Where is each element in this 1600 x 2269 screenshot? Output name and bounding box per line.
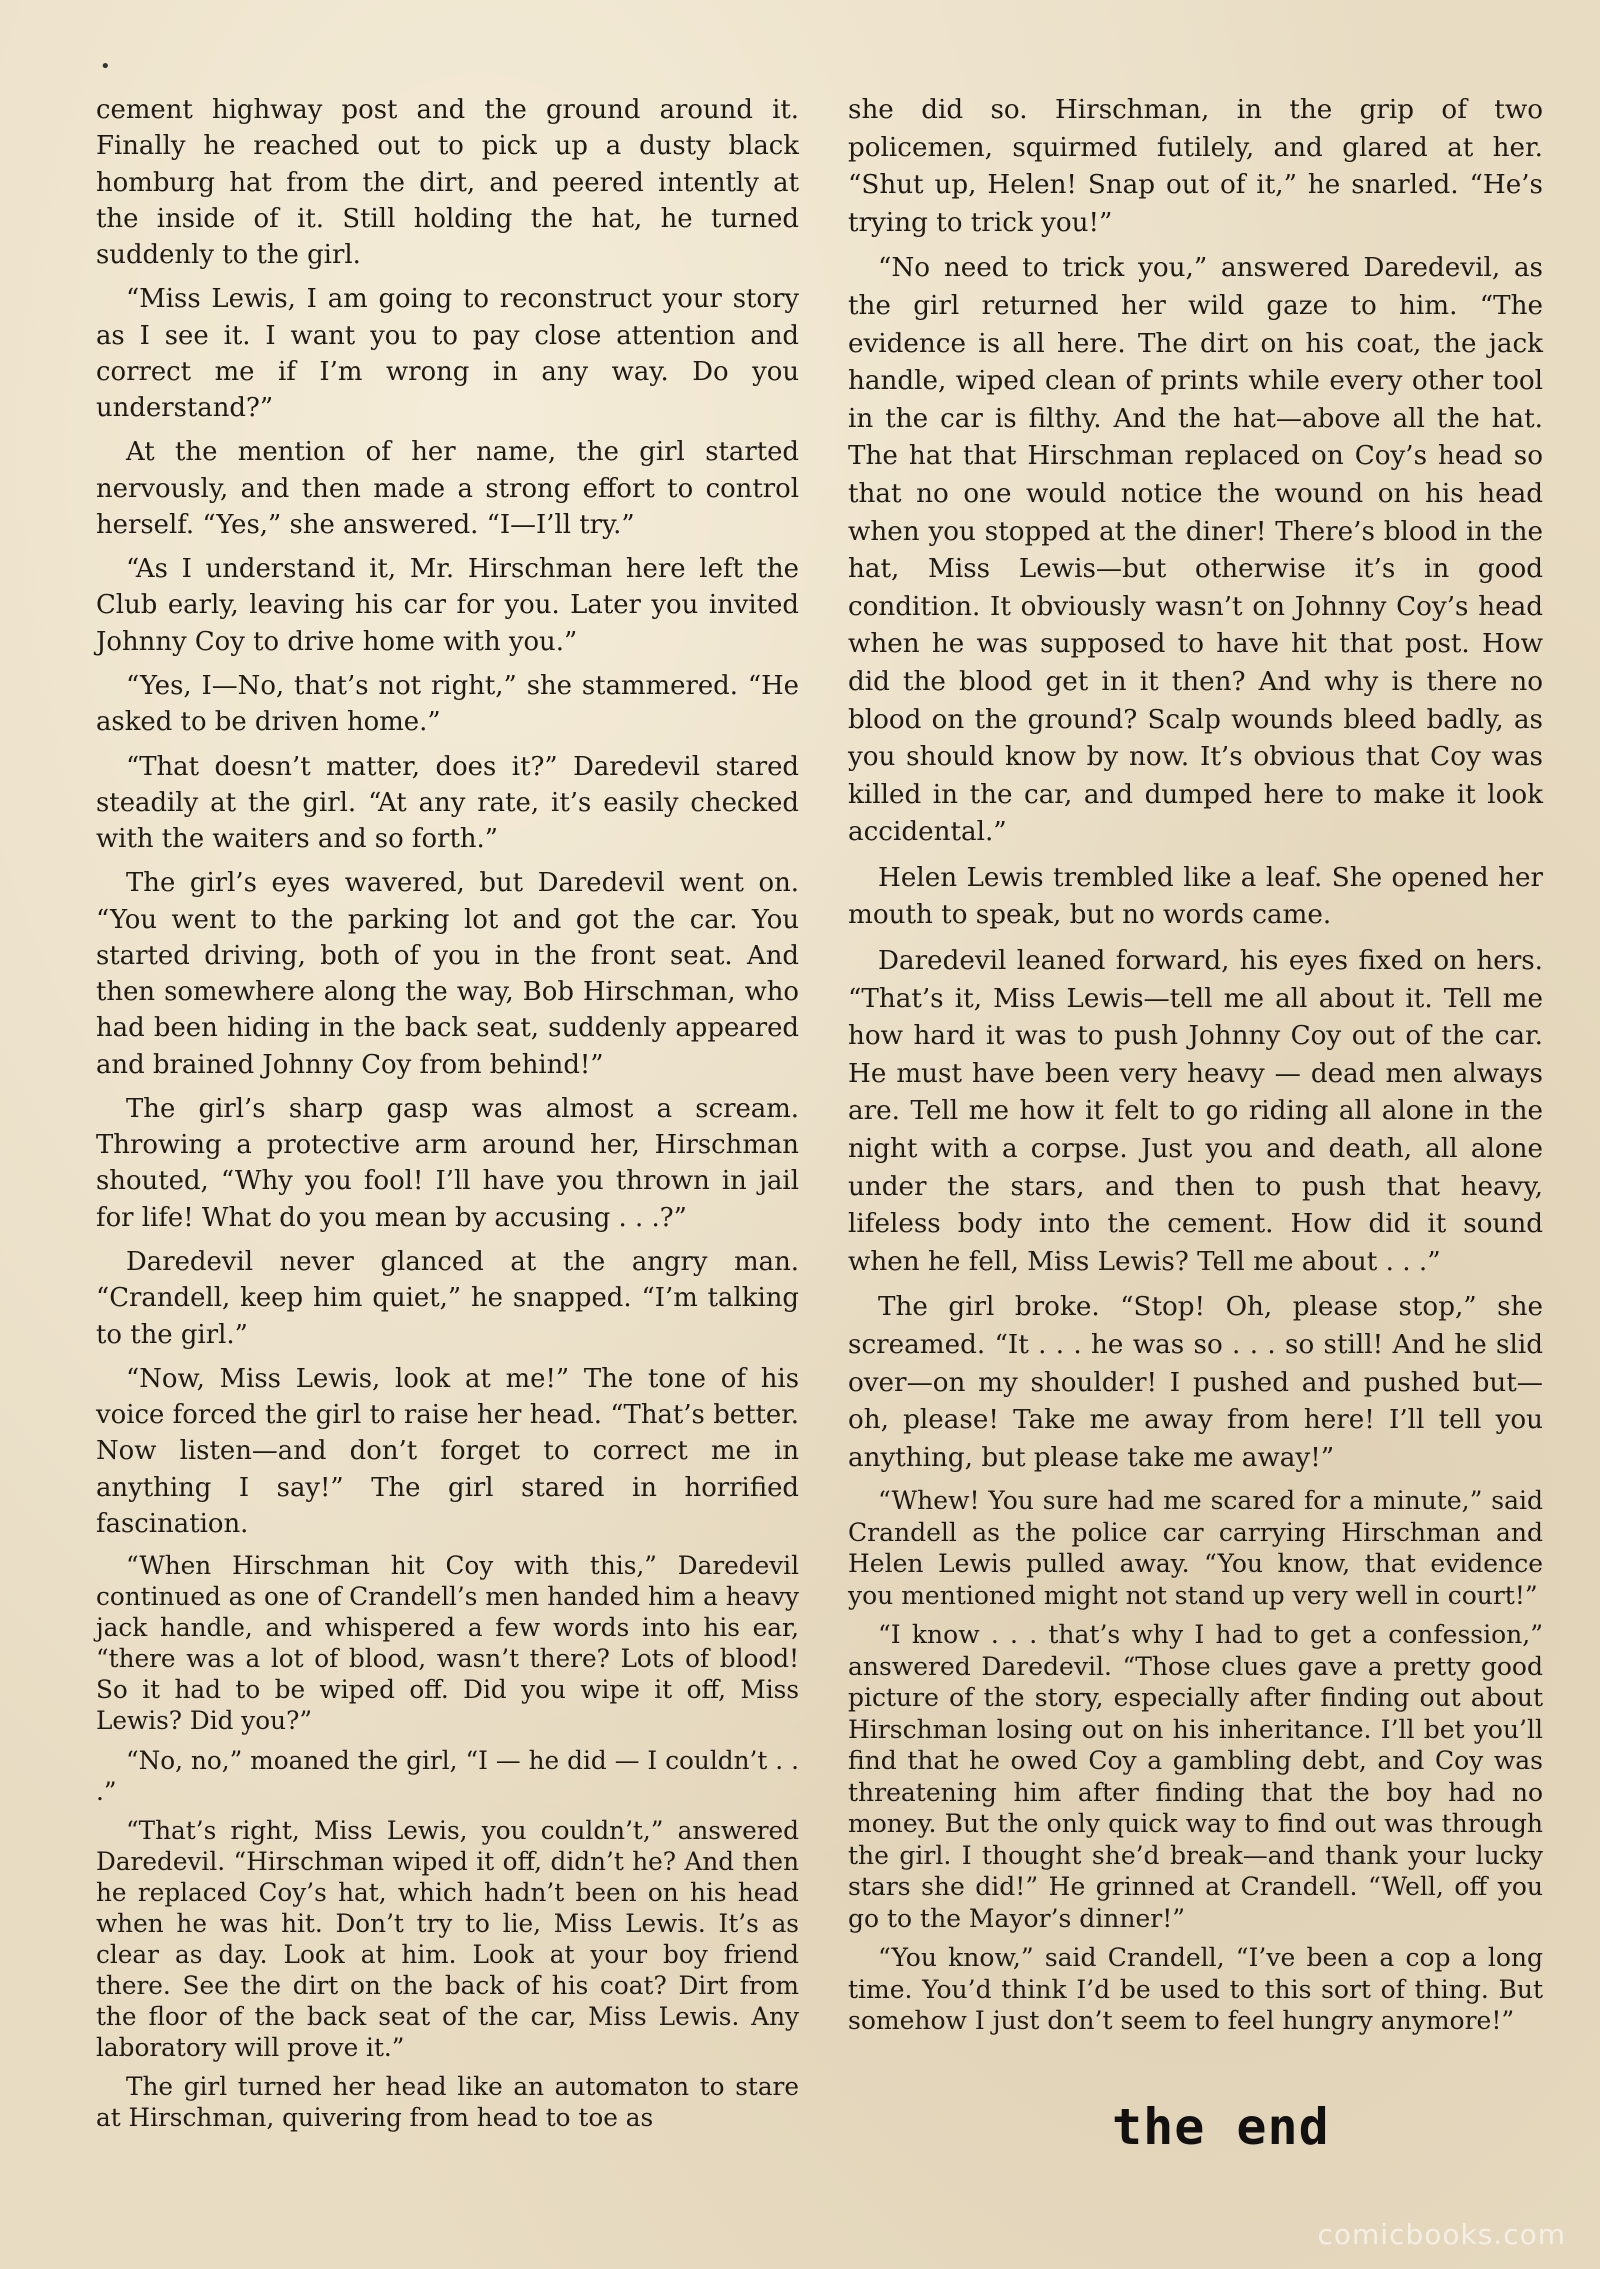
story-paragraph: she did so. Hirschman, in the grip of two policemen, squirmed futilely, and glared at her. “Shut up, Helen! Snap out of it,” he snarled. “He’s trying to trick you!”: [848, 95, 1543, 238]
story-paragraph: “I know . . . that’s why I had to get a confession,” answered Daredevil. “Those clues gave a pretty good picture of the story, especially after finding out about Hirschman losing out on his inheritance. I’ll bet you’ll find that he owed Coy a gambling debt, and Coy was threatening him after finding that the boy had no money. But the only quick way to find out was through the girl. I thought she’d break—and thank your lucky stars she did!” He grinned at Crandell. “Well, off you go to the Mayor’s dinner!”: [848, 1620, 1543, 1933]
story-paragraph: “Miss Lewis, I am going to reconstruct your story as I see it. I want you to pay close attention and correct me if I’m wrong in any way. Do you understand?”: [96, 284, 799, 424]
left-text-column: [96, 92, 799, 2142]
story-paragraph: “When Hirschman hit Coy with this,” Daredevil continued as one of Crandell’s men handed him a heavy jack handle, and whispered a few words into his ear, “there was a lot of blood, wasn’t there? Lots of blood! So it had to be wiped off. Did you wipe it off, Miss Lewis? Did you?”: [96, 1551, 799, 1736]
story-paragraph: cement highway post and the ground around it. Finally he reached out to pick up a dusty black homburg hat from the dirt, and peered intently at the inside of it. Still holding the hat, he turned suddenly to the girl.: [96, 95, 799, 271]
story-paragraph: The girl’s eyes wavered, but Daredevil went on. “You went to the parking lot and got the car. You started driving, both of you in the front seat. And then somewhere along the way, Bob Hirschman, who had been hiding in the back seat, suddenly appeared and brained Johnny Coy from behind!”: [96, 868, 799, 1080]
story-paragraph: At the mention of her name, the girl started nervously, and then made a strong effort to control herself. “Yes,” she answered. “I—I’ll try.”: [96, 437, 799, 540]
story-paragraph: “That’s right, Miss Lewis, you couldn’t,” answered Daredevil. “Hirschman wiped it off, didn’t he? And then he replaced Coy’s hat, which hadn’t been on his head when he was hit. Don’t try to lie, Miss Lewis. It’s as clear as day. Look at him. Look at your boy friend there. See the dirt on the back of his coat? Dirt from the floor of the back seat of the car, Miss Lewis. Any laboratory will prove it.”: [96, 1815, 799, 2063]
story-paragraph: “Now, Miss Lewis, look at me!” The tone of his voice forced the girl to raise her head. “That’s better. Now listen—and don’t forget to correct me in anything I say!” The girl stared in horrified fascination.: [96, 1363, 799, 1539]
right-text-column: [848, 92, 1543, 2045]
story-paragraph: “No need to trick you,” answered Daredevil, as the girl returned her wild gaze to him. “The evidence is all here. The dirt on his coat, the jack handle, wiped clean of prints while every other tool in the car is filthy. And the hat—above all the hat. The hat that Hirschman replaced on Coy’s head so that no one would notice the wound on his head when you stopped at the diner! There’s blood in the hat, Miss Lewis—but otherwise it’s in good condition. It obviously wasn’t on Johnny Coy’s head when he was supposed to have hit that post. How did the blood get in it then? And why is there no blood on the ground? Scalp wounds bleed badly, as you should know by now. It’s obvious that Coy was killed in the car, and dumped here to make it look accidental.”: [848, 253, 1543, 848]
ink-speck: •: [100, 56, 111, 77]
story-paragraph: The girl’s sharp gasp was almost a scream. Throwing a protective arm around her, Hirschman shouted, “Why you fool! I’ll have you thrown in jail for life! What do you mean by accusing . . .?”: [96, 1093, 799, 1233]
story-paragraph: “That doesn’t matter, does it?” Daredevil stared steadily at the girl. “At any rate, it’s easily checked with the waiters and so forth.”: [96, 751, 799, 855]
story-paragraph: The girl broke. “Stop! Oh, please stop,” she screamed. “It . . . he was so . . . so still! And he slid over—on my shoulder! I pushed and pushed but—oh, please! Take me away from here! I’ll tell you anything, but please take me away!”: [848, 1292, 1543, 1473]
story-paragraph: “You know,” said Crandell, “I’ve been a cop a long time. You’d think I’d be used to this sort of thing. But somehow I just don’t seem to feel hungry anymore!”: [848, 1943, 1543, 2036]
the-end-label: the end: [1112, 2098, 1330, 2156]
story-paragraph: The girl turned her head like an automaton to stare at Hirschman, quivering from head to toe as: [96, 2072, 799, 2133]
site-watermark: comicbooks.com: [1317, 2218, 1566, 2251]
story-paragraph: Helen Lewis trembled like a leaf. She opened her mouth to speak, but no words came.: [848, 862, 1543, 931]
story-paragraph: “Yes, I—No, that’s not right,” she stammered. “He asked to be driven home.”: [96, 670, 799, 738]
story-paragraph: Daredevil leaned forward, his eyes fixed on hers. “That’s it, Miss Lewis—tell me all about it. Tell me how hard it was to push Johnny Coy out of the car. He must have been very heavy — dead men always are. Tell me how it felt to go riding all alone in the night with a corpse. Just you and death, all alone under the stars, and then to push that heavy, lifeless body into the cement. How did it sound when he fell, Miss Lewis? Tell me about . . .”: [848, 946, 1543, 1277]
story-paragraph: “As I understand it, Mr. Hirschman here left the Club early, leaving his car for you. Later you invited Johnny Coy to drive home with you.”: [96, 554, 799, 657]
story-paragraph: “Whew! You sure had me scared for a minute,” said Crandell as the police car carrying Hirschman and Helen Lewis pulled away. “You know, that evidence you mentioned might not stand up very well in court!”: [848, 1486, 1543, 1610]
story-paragraph: Daredevil never glanced at the angry man. “Crandell, keep him quiet,” he snapped. “I’m talking to the girl.”: [96, 1246, 799, 1350]
story-paragraph: “No, no,” moaned the girl, “I — he did — I couldn’t . . .”: [96, 1745, 799, 1806]
